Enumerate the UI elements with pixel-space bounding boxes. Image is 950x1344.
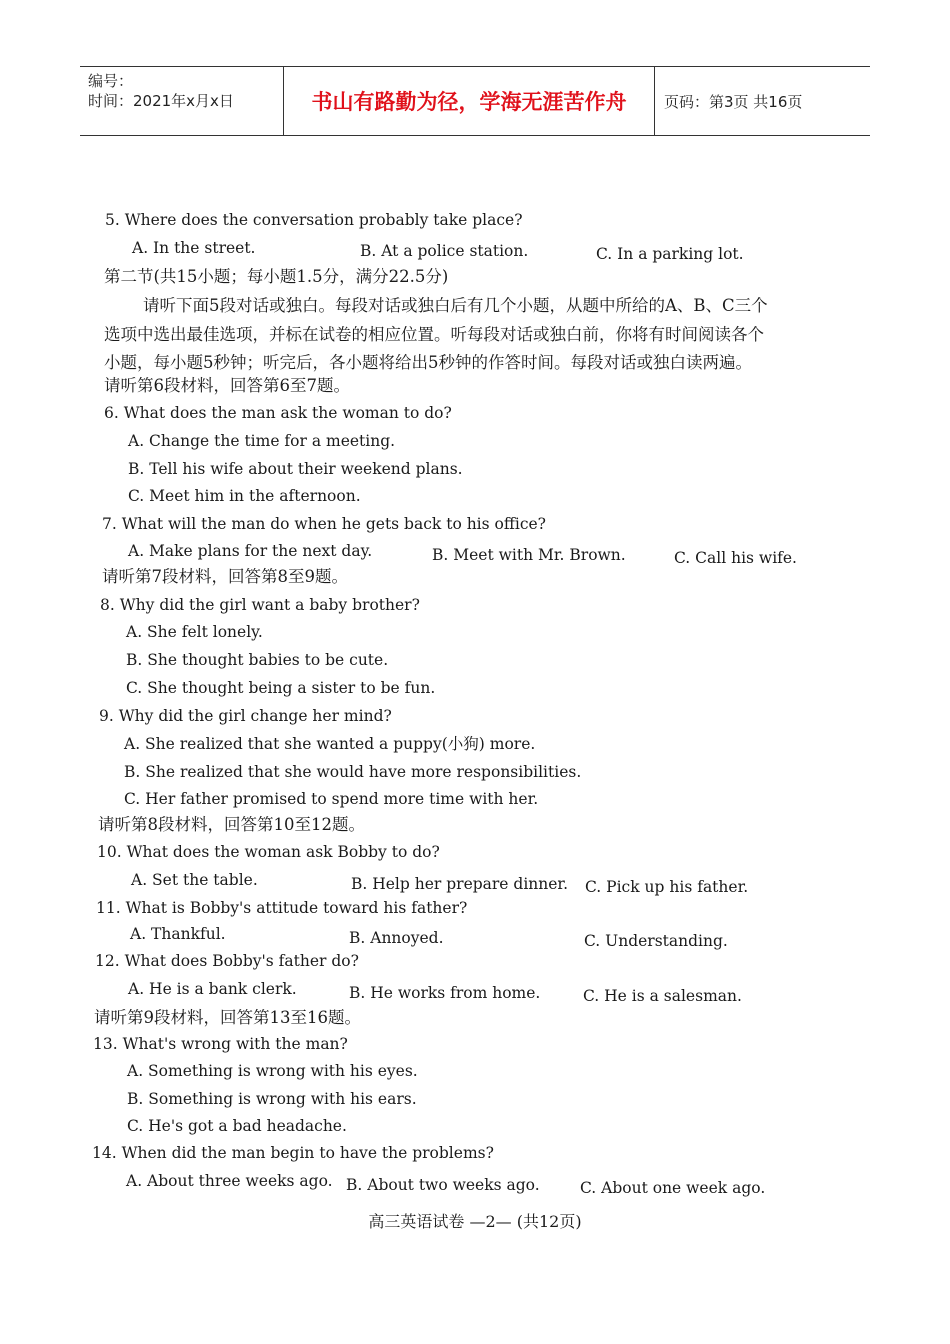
question-14: 14. When did the man begin to have the problems? bbox=[92, 1144, 494, 1162]
page-header bbox=[80, 66, 870, 136]
header-divider bbox=[654, 67, 655, 135]
question-10: 10. What does the woman ask Bobby to do? bbox=[97, 843, 440, 861]
option-9b: B. She realized that she would have more responsibilities. bbox=[124, 763, 582, 781]
option-9c: C. Her father promised to spend more time with her. bbox=[124, 790, 539, 808]
header-motto: 书山有路勤为径，学海无涯苦作舟 bbox=[311, 90, 627, 114]
question-5: 5. Where does the conversation probably take place? bbox=[105, 211, 523, 229]
option-8b: B. She thought babies to be cute. bbox=[126, 651, 389, 669]
option-12b: B. He works from home. bbox=[349, 984, 541, 1002]
option-5a: A. In the street. bbox=[132, 239, 256, 257]
option-6c: C. Meet him in the afternoon. bbox=[128, 487, 361, 505]
page-footer: 高三英语试卷 —2— (共12页) bbox=[368, 1212, 582, 1231]
option-11a: A. Thankful. bbox=[130, 925, 226, 943]
option-14a: A. About three weeks ago. bbox=[126, 1172, 333, 1190]
part-7-heading: 请听第7段材料，回答第8至9题。 bbox=[102, 567, 348, 586]
option-14b: B. About two weeks ago. bbox=[346, 1176, 540, 1194]
option-9a: A. She realized that she wanted a puppy(小狗) more. bbox=[124, 735, 536, 753]
option-12c: C. He is a salesman. bbox=[583, 987, 742, 1005]
question-7: 7. What will the man do when he gets back to his office? bbox=[102, 515, 546, 533]
instructions-line-1: 请听下面5段对话或独白。每段对话或独白后有几个小题，从题中所给的A、B、C三个 bbox=[143, 296, 768, 315]
option-13a: A. Something is wrong with his eyes. bbox=[127, 1062, 418, 1080]
option-12a: A. He is a bank clerk. bbox=[128, 980, 297, 998]
question-8: 8. Why did the girl want a baby brother? bbox=[100, 596, 420, 614]
option-10b: B. Help her prepare dinner. bbox=[351, 875, 569, 893]
instructions-line-2: 选项中选出最佳选项，并标在试卷的相应位置。听每段对话或独白前，你将有时间阅读各个 bbox=[104, 325, 764, 344]
question-13: 13. What's wrong with the man? bbox=[93, 1035, 348, 1053]
option-10a: A. Set the table. bbox=[131, 871, 258, 889]
option-5c: C. In a parking lot. bbox=[596, 245, 744, 263]
option-11b: B. Annoyed. bbox=[349, 929, 444, 947]
part-8-heading: 请听第8段材料，回答第10至12题。 bbox=[98, 815, 365, 834]
option-5b: B. At a police station. bbox=[360, 242, 529, 260]
question-9: 9. Why did the girl change her mind? bbox=[99, 707, 392, 725]
instructions-line-3: 小题，每小题5秒钟；听完后，各小题将给出5秒钟的作答时间。每段对话或独白读两遍。 bbox=[104, 353, 752, 372]
part-6-heading: 请听第6段材料，回答第6至7题。 bbox=[104, 376, 350, 395]
option-8c: C. She thought being a sister to be fun. bbox=[126, 679, 436, 697]
option-14c: C. About one week ago. bbox=[580, 1179, 766, 1197]
option-7c: C. Call his wife. bbox=[674, 549, 797, 567]
option-13b: B. Something is wrong with his ears. bbox=[127, 1090, 417, 1108]
option-6a: A. Change the time for a meeting. bbox=[128, 432, 396, 450]
option-8a: A. She felt lonely. bbox=[126, 623, 263, 641]
option-13c: C. He's got a bad headache. bbox=[127, 1117, 347, 1135]
date-label: 时间：2021年x月x日 bbox=[88, 92, 234, 110]
option-6b: B. Tell his wife about their weekend plans. bbox=[128, 460, 463, 478]
option-10c: C. Pick up his father. bbox=[585, 878, 749, 896]
option-11c: C. Understanding. bbox=[584, 932, 728, 950]
question-12: 12. What does Bobby's father do? bbox=[95, 952, 359, 970]
section-title: 第二节(共15小题；每小题1.5分，满分22.5分) bbox=[104, 267, 449, 286]
page-info: 页码：第3页 共16页 bbox=[664, 92, 803, 111]
option-7a: A. Make plans for the next day. bbox=[128, 542, 373, 560]
header-meta bbox=[88, 71, 283, 111]
question-6: 6. What does the man ask the woman to do? bbox=[104, 404, 452, 422]
number-label: 编号： bbox=[88, 72, 134, 90]
part-9-heading: 请听第9段材料，回答第13至16题。 bbox=[94, 1008, 361, 1027]
question-11: 11. What is Bobby's attitude toward his father? bbox=[96, 899, 468, 917]
option-7b: B. Meet with Mr. Brown. bbox=[432, 546, 626, 564]
